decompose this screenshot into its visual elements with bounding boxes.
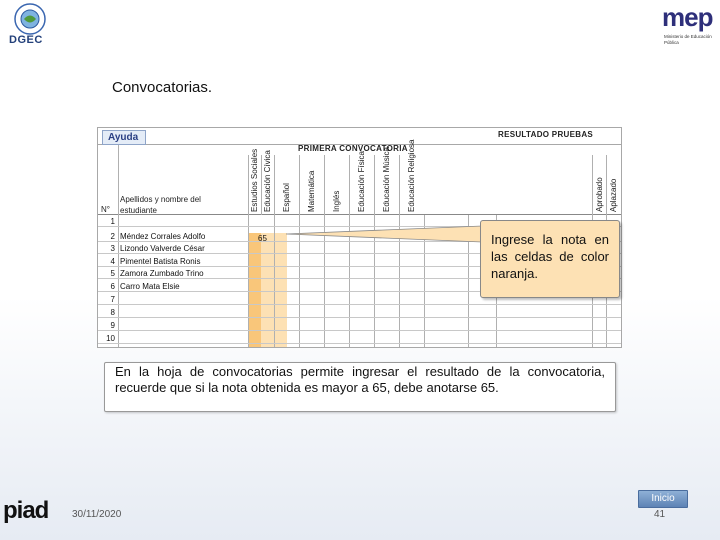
table-row: 5 Zamora Zumbado Trino [98, 268, 622, 279]
score-cell[interactable]: 65 [258, 234, 267, 243]
mep-logo-text: mep [662, 2, 713, 32]
col-header-civica: Educación Cívica [261, 155, 274, 215]
col-header-espanol: Español [274, 155, 299, 215]
col-header-sociales: Estudios Sociales [248, 155, 261, 215]
table-row: 10 [98, 333, 622, 344]
table-row: 6 Carro Mata Elsie [98, 281, 622, 292]
results-header: RESULTADO PRUEBAS [498, 130, 594, 139]
number-column-header: N° [101, 205, 110, 214]
col-header-aprobado: Aprobado [592, 155, 606, 215]
footer-date: 30/11/2020 [72, 509, 122, 520]
help-button[interactable]: Ayuda [102, 130, 146, 145]
mep-logo [658, 2, 718, 58]
table-row: 3 Lizondo Valverde César [98, 243, 622, 254]
instruction-note: En la hoja de convocatorias permite ingresar el resultado de la convocatoria, recuerde que si la nota obtenida es mayor a 65, debe anotarse 65. [104, 362, 616, 412]
table-row: 8 [98, 307, 622, 318]
page-number: 41 [654, 509, 666, 520]
col-header-aplazado: Aplazado [606, 155, 620, 215]
table-row: 4 Pimentel Batista Ronis [98, 256, 622, 267]
col-header-fisica: Educación Física [349, 155, 374, 215]
piad-logo-text: piad [3, 497, 49, 524]
dgec-logo [2, 2, 58, 48]
first-call-header: PRIMERA CONVOCATORIA [298, 144, 408, 153]
piad-logo [0, 497, 58, 540]
dgec-logo-text: DGEC [9, 34, 43, 46]
col-header-ingles: Inglés [324, 155, 349, 215]
dgec-emblem-icon [2, 2, 58, 36]
table-row: 7 [98, 294, 622, 305]
name-column-header: Apellidos y nombre del estudiante [120, 195, 201, 215]
col-header-musica: Educación Música [374, 155, 399, 215]
col-header-religiosa: Educación Religiosa [399, 155, 424, 215]
callout-tooltip: Ingrese la nota en las celdas de color naranja. [480, 220, 620, 298]
page-title: Convocatorias. [112, 79, 213, 96]
col-header-matematica: Matemática [299, 155, 324, 215]
table-row: 2 Méndez Corrales Adolfo [98, 231, 622, 242]
inicio-button[interactable]: Inicio [638, 490, 688, 508]
table-row: 9 [98, 320, 622, 331]
mep-logo-subtitle: Ministerio de Educación Pública [664, 34, 712, 45]
table-row: 1 [98, 216, 622, 227]
